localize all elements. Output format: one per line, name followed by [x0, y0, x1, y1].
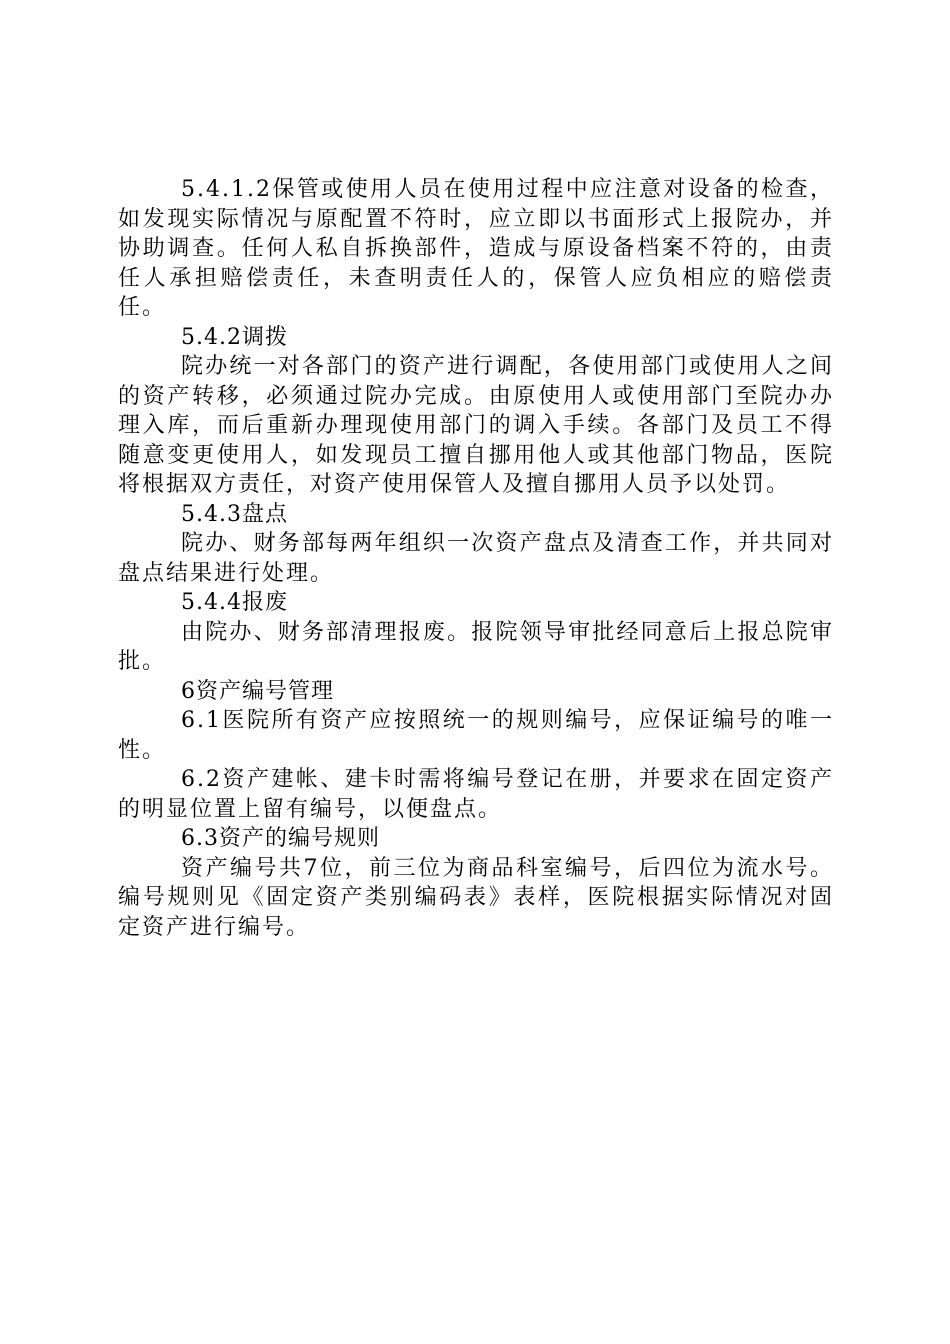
paragraph-equipment-inspection: 5.4.1.2保管或使用人员在使用过程中应注意对设备的检查，如发现实际情况与原配置不符时，应立即以书面形式上报院办，并协助调查。任何人私自拆换部件，造成与原设备档案不符的，由责任人承担赔偿责任，未查明责任人的，保管人应负相应的赔偿责任。 — [118, 177, 834, 320]
paragraph-scrapping: 由院办、财务部清理报废。报院领导审批经同意后上报总院审批。 — [118, 619, 834, 674]
document-body — [118, 175, 834, 942]
paragraph-transfer: 院办统一对各部门的资产进行调配，各使用部门或使用人之间的资产转移，必须通过院办完成。由原使用人或使用部门至院办办理入库，而后重新办理现使用部门的调入手续。各部门及员工不得随意变更使用人，如发现员工擅自挪用他人或其他部门物品，医院将根据双方责任，对资产使用保管人及擅自挪用人员予以处罚。 — [118, 354, 834, 497]
paragraph-numbering-rules: 资产编号共7位，前三位为商品科室编号，后四位为流水号。编号规则见《固定资产类别编码表》表样，医院根据实际情况对固定资产进行编号。 — [118, 855, 834, 940]
paragraph-inventory: 院办、财务部每两年组织一次资产盘点及清查工作，并共同对盘点结果进行处理。 — [118, 531, 834, 586]
paragraph-numbering-uniqueness: 6.1医院所有资产应按照统一的规则编号，应保证编号的唯一性。 — [118, 708, 834, 763]
heading-asset-numbering: 6资产编号管理 — [181, 678, 334, 704]
heading-scrapping: 5.4.4报废 — [181, 590, 288, 615]
heading-inventory: 5.4.3盘点 — [181, 501, 288, 527]
heading-numbering-rules: 6.3资产的编号规则 — [181, 826, 380, 851]
paragraph-numbering-registration: 6.2资产建帐、建卡时需将编号登记在册，并要求在固定资产的明显位置上留有编号，以便盘点。 — [118, 767, 834, 822]
heading-transfer: 5.4.2调拨 — [181, 324, 288, 350]
